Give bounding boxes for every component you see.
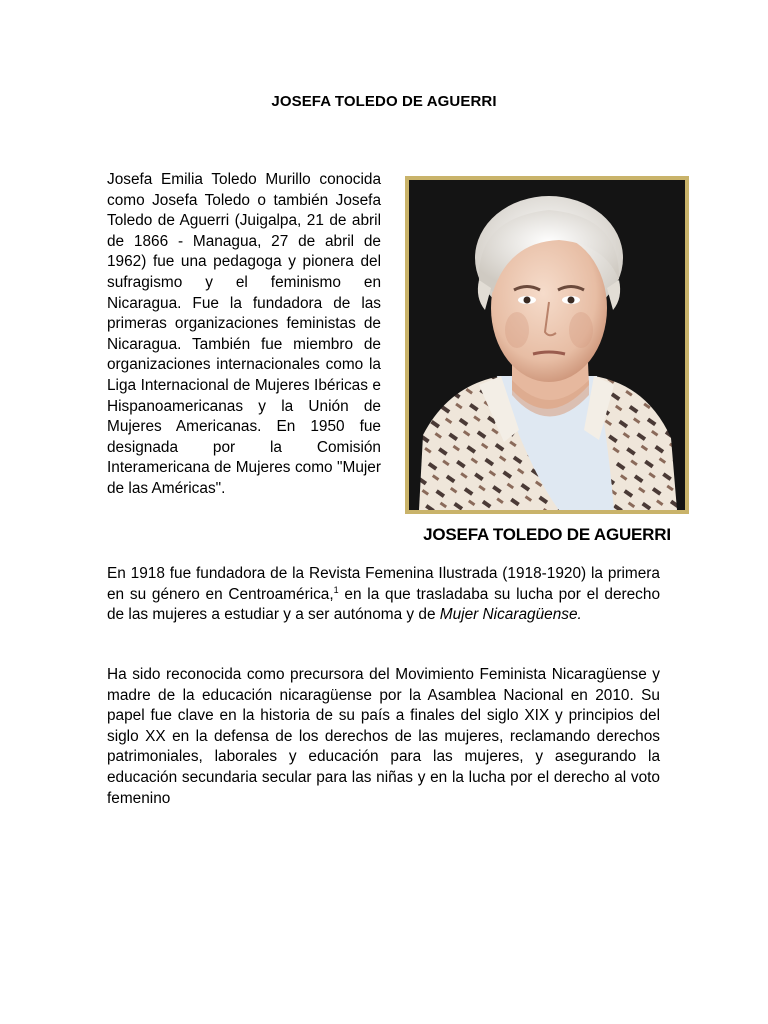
paragraph-revista-part2: en la que trasladaba su lucha por el derecho de las mujeres a estudiar y a ser autónoma y de: [107, 585, 661, 624]
portrait-caption: JOSEFA TOLEDO DE AGUERRI: [423, 525, 671, 544]
footnote-marker: 1: [333, 584, 339, 595]
magazine-name: Mujer Nicaragüense.: [439, 606, 582, 624]
paragraph-revista-part1: En 1918 fue fundadora de la Revista Femenina Ilustrada (1918-1920) la primera en su género en Centroamérica,: [107, 565, 660, 603]
portrait-illustration: [409, 180, 685, 510]
portrait-image: [405, 176, 689, 514]
document-title: JOSEFA TOLEDO DE AGUERRI: [271, 93, 497, 110]
paragraph-revista: [107, 564, 660, 626]
intro-paragraph: Josefa Emilia Toledo Murillo conocida como Josefa Toledo o también Josefa Toledo de Aguerri (Juigalpa, 21 de abril de 1866 - Managua, 27 de abril de 1962) fue una pedagoga y pionera del sufragismo y el feminismo en Nicaragua. Fue la fundadora de las primeras organizaciones feministas de Nicaragua. También fue miembro de organizaciones internacionales como la Liga Internacional de Mujeres Ibéricas e Hispanoamericanas y la Unión de Mujeres Americanas. En 1950 fue designada por la Comisión Interamericana de Mujeres como "Mujer de las Américas".: [107, 171, 381, 497]
paragraph-recognition: Ha sido reconocida como precursora del Movimiento Feminista Nicaragüense y madre de la educación nicaragüense por la Asamblea Nacional en 2010. Su papel fue clave en la historia de su país a finales del siglo XIX y principios del siglo XX en la defensa de los derechos de las mujeres, reclamando derechos patrimoniales, laborales y educación para las mujeres, y asegurando la educación secundaria secular para las niñas y en la lucha por el derecho al voto femenino: [107, 666, 660, 807]
